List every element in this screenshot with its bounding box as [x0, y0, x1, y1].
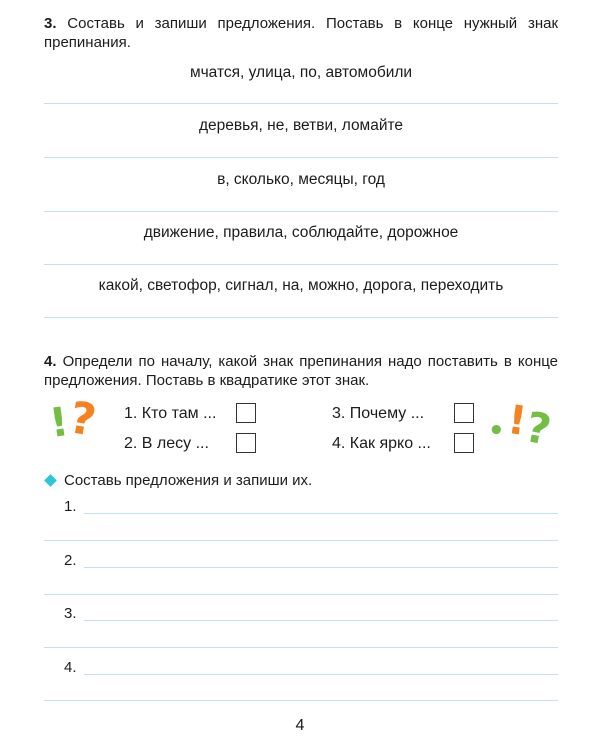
answer-number-4: 4. [64, 659, 77, 676]
diamond-bullet-icon [44, 474, 57, 487]
task4-instruction [44, 352, 558, 390]
task4-text: Определи по началу, какой знак препинания надо поставить в конце предложения. Поставь в квадратике этот знак. [44, 353, 558, 389]
answer-box-4[interactable] [454, 433, 474, 453]
question-mark-icon: ? [521, 402, 556, 455]
write-line[interactable] [84, 620, 558, 621]
word-set-5: какой, светофор, сигнал, на, можно, дорога, переходить [98, 277, 504, 294]
task3-instruction [44, 14, 558, 52]
question-mark-icon: ? [65, 392, 100, 447]
write-line[interactable] [44, 700, 558, 701]
answer-box-1[interactable] [236, 403, 256, 423]
write-line[interactable] [44, 317, 558, 318]
answer-number-1: 1. [64, 498, 77, 515]
write-line[interactable] [84, 674, 558, 675]
write-line[interactable] [44, 211, 558, 212]
write-line[interactable] [44, 157, 558, 158]
exclamation-mark-icon: ! [504, 396, 530, 446]
sentence-start-3: 3. Почему ... [332, 405, 425, 422]
word-set-4: движение, правила, соблюдайте, дорожное [143, 224, 459, 241]
write-line[interactable] [44, 540, 558, 541]
answer-box-3[interactable] [454, 403, 474, 423]
answer-box-2[interactable] [236, 433, 256, 453]
dot-icon: • [488, 416, 505, 446]
word-set-3: в, сколько, месяцы, год [217, 171, 385, 188]
sentence-start-1: 1. Кто там ... [124, 405, 217, 422]
exclamation-mark-icon: ! [46, 398, 72, 448]
page-number: 4 [295, 717, 305, 734]
write-line[interactable] [44, 264, 558, 265]
write-line[interactable] [44, 647, 558, 648]
task3-number: 3. [44, 15, 57, 32]
write-line[interactable] [84, 567, 558, 568]
answer-number-2: 2. [64, 552, 77, 569]
write-line[interactable] [84, 513, 558, 514]
sentence-start-4: 4. Как ярко ... [332, 435, 431, 452]
task4-number: 4. [44, 353, 57, 370]
write-line[interactable] [44, 103, 558, 104]
subtask-instruction: Составь предложения и запиши их. [64, 472, 313, 489]
word-set-1: мчатся, улица, по, автомобили [189, 64, 413, 81]
word-set-2: деревья, не, ветви, ломайте [198, 117, 404, 134]
task3-text: Составь и запиши предложения. Поставь в конце нужный знак препинания. [44, 15, 559, 51]
write-line[interactable] [44, 594, 558, 595]
sentence-start-2: 2. В лесу ... [124, 435, 209, 452]
answer-number-3: 3. [64, 605, 77, 622]
